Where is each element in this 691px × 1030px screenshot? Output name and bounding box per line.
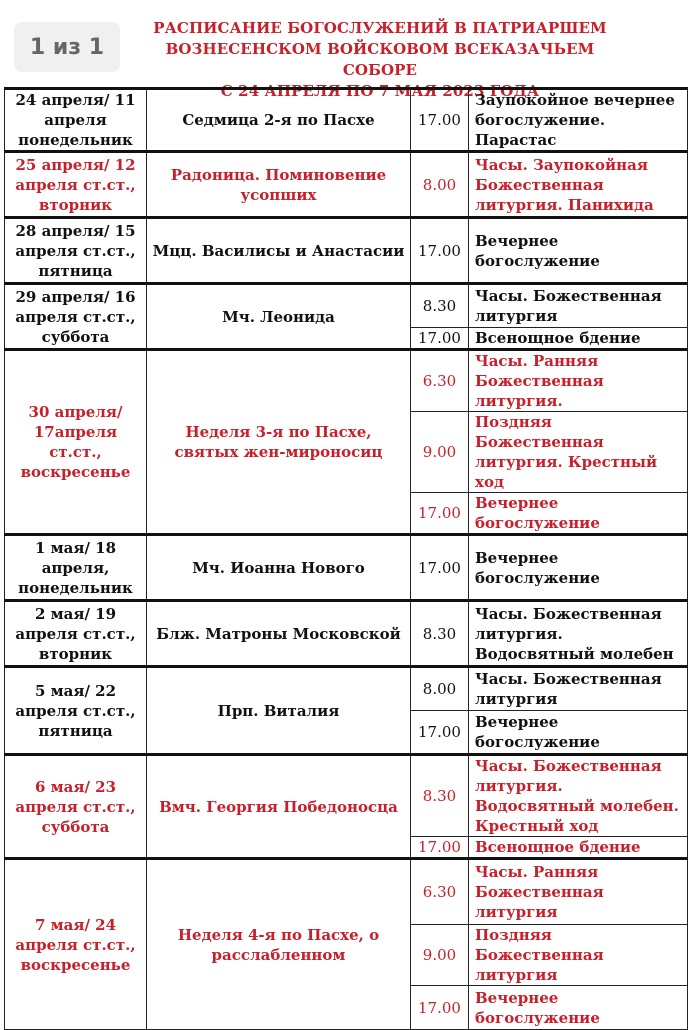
page-counter: 1 из 1 (14, 22, 120, 72)
day-date-cell: 5 мая/ 22 апреля ст.ст., пятница (5, 667, 147, 755)
feast-name-cell: Блж. Матроны Московской (147, 601, 411, 667)
service-description-cell: Часы. Божественная литургия. Водосвятный молебен (469, 601, 688, 667)
feast-name-cell: Прп. Виталия (147, 667, 411, 755)
schedule-row (5, 755, 688, 837)
schedule-row (5, 601, 688, 667)
title-line-1: РАСПИСАНИЕ БОГОСЛУЖЕНИЙ В ПАТРИАРШЕМ (153, 19, 607, 37)
feast-name-cell: Седмица 2-я по Пасхе (147, 89, 411, 152)
feast-name-cell: Мч. Иоанна Нового (147, 535, 411, 601)
service-description-cell: Часы. Ранняя Божественная литургия. (469, 350, 688, 412)
service-time-cell: 17.00 (411, 493, 469, 535)
service-time-cell: 8.30 (411, 284, 469, 328)
service-time-cell: 6.30 (411, 859, 469, 925)
day-date-cell: 24 апреля/ 11 апреля понедельник (5, 89, 147, 152)
day-date-cell: 7 мая/ 24 апреля ст.ст., воскресенье (5, 859, 147, 1030)
service-description-cell: Часы. Заупокойная Божественная литургия. Панихида (469, 152, 688, 218)
service-time-cell: 17.00 (411, 89, 469, 152)
service-time-cell: 17.00 (411, 535, 469, 601)
schedule-row (5, 284, 688, 328)
feast-name-cell: Неделя 3-я по Пасхе, святых жен-мироносиц (147, 350, 411, 535)
service-time-cell: 17.00 (411, 218, 469, 284)
service-description-cell: Часы. Ранняя Божественная литургия (469, 859, 688, 925)
day-date-cell: 29 апреля/ 16 апреля ст.ст., суббота (5, 284, 147, 350)
service-time-cell: 8.00 (411, 152, 469, 218)
service-description-cell: Всенощное бдение (469, 328, 688, 350)
schedule-row (5, 350, 688, 412)
service-time-cell: 8.30 (411, 601, 469, 667)
day-date-cell: 6 мая/ 23 апреля ст.ст., суббота (5, 755, 147, 859)
schedule-row (5, 152, 688, 218)
title-line-3: С 24 АПРЕЛЯ ПО 7 МАЯ 2023 ГОДА (220, 82, 540, 100)
service-description-cell: Часы. Божественная литургия (469, 667, 688, 711)
service-description-cell: Поздняя Божественная литургия (469, 925, 688, 986)
feast-name-cell: Мцц. Василисы и Анастасии (147, 218, 411, 284)
title-line-2: ВОЗНЕСЕНСКОМ ВОЙСКОВОМ ВСЕКАЗАЧЬЕМ СОБОРЕ (165, 40, 595, 79)
service-description-cell: Вечернее богослужение (469, 711, 688, 755)
service-description-cell: Поздняя Божественная литургия. Крестный ход (469, 412, 688, 493)
schedule-table (4, 87, 688, 1030)
service-description-cell: Всенощное бдение (469, 837, 688, 859)
schedule-row (5, 89, 688, 152)
service-time-cell: 8.30 (411, 755, 469, 837)
day-date-cell: 1 мая/ 18 апреля, понедельник (5, 535, 147, 601)
feast-name-cell: Вмч. Георгия Победоносца (147, 755, 411, 859)
service-description-cell: Вечернее богослужение (469, 218, 688, 284)
service-time-cell: 17.00 (411, 986, 469, 1030)
service-description-cell: Заупокойное вечернее богослужение. Парастас (469, 89, 688, 152)
service-time-cell: 17.00 (411, 328, 469, 350)
day-date-cell: 30 апреля/ 17апреля ст.ст., воскресенье (5, 350, 147, 535)
service-time-cell: 17.00 (411, 711, 469, 755)
feast-name-cell: Радоница. Поминовение усопших (147, 152, 411, 218)
day-date-cell: 25 апреля/ 12 апреля ст.ст., вторник (5, 152, 147, 218)
schedule-row (5, 667, 688, 711)
service-description-cell: Часы. Божественная литургия (469, 284, 688, 328)
feast-name-cell: Неделя 4-я по Пасхе, о расслабленном (147, 859, 411, 1030)
day-date-cell: 28 апреля/ 15 апреля ст.ст., пятница (5, 218, 147, 284)
service-description-cell: Вечернее богослужение (469, 493, 688, 535)
service-time-cell: 6.30 (411, 350, 469, 412)
feast-name-cell: Мч. Леонида (147, 284, 411, 350)
service-description-cell: Часы. Божественная литургия. Водосвятный молебен. Крестный ход (469, 755, 688, 837)
service-time-cell: 8.00 (411, 667, 469, 711)
service-description-cell: Вечернее богослужение (469, 535, 688, 601)
day-date-cell: 2 мая/ 19 апреля ст.ст., вторник (5, 601, 147, 667)
schedule-row (5, 218, 688, 284)
service-description-cell: Вечернее богослужение (469, 986, 688, 1030)
schedule-row (5, 535, 688, 601)
schedule-row (5, 859, 688, 925)
service-time-cell: 9.00 (411, 925, 469, 986)
service-time-cell: 9.00 (411, 412, 469, 493)
service-time-cell: 17.00 (411, 837, 469, 859)
